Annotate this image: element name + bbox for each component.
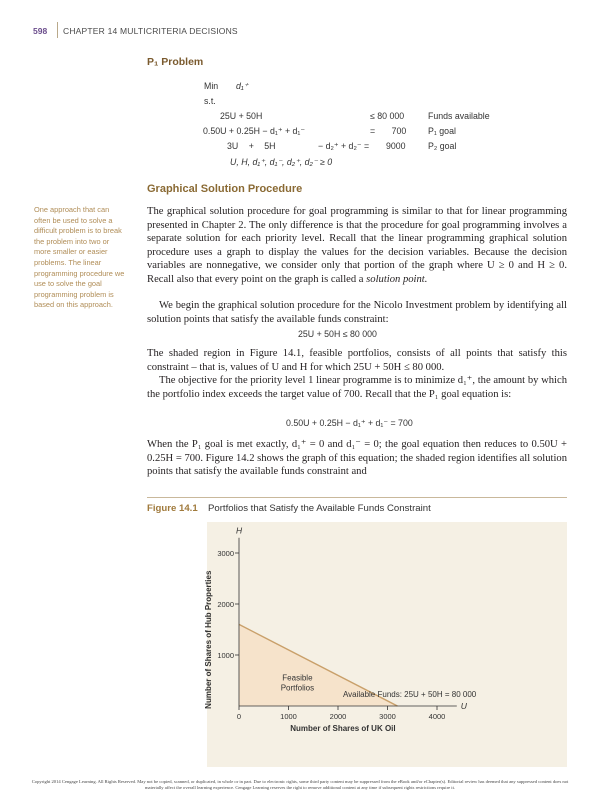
x-tick-label: 1000 bbox=[280, 712, 297, 721]
x-axis-symbol: U bbox=[460, 701, 467, 711]
problem-title: P₁ Problem bbox=[147, 56, 204, 68]
feasible-label: Feasible bbox=[282, 673, 313, 683]
nonnegativity-row: U, H, d₁⁺, d₁⁻, d₂⁺, d₂⁻ ≥ 0 bbox=[230, 157, 333, 167]
constraint-row-lhs: 3U + 5H bbox=[227, 141, 276, 151]
constraint-row-rel: ≤ 80 000 bbox=[370, 111, 405, 121]
y-ticks bbox=[217, 549, 239, 660]
constraint-row-note: P₂ goal bbox=[428, 141, 457, 151]
section-heading: Graphical Solution Procedure bbox=[147, 183, 303, 195]
paragraph-objective: The objective for the priority level 1 linear programme is to minimize d₁⁺, the amount by which the portfolio index exceeds the target value of 700. Recall that the P₁ goal equation is: bbox=[147, 375, 567, 400]
paragraph-shaded: The shaded region in Figure 14.1, feasible portfolios, consists of all points that satisfy this constraint – that is, values of U and H for which 25U + 50H ≤ 80 000. bbox=[147, 348, 567, 373]
constraint-row-mid: − d₂⁺ + d₂⁻ = bbox=[318, 141, 370, 151]
constraint-row-rel: = 700 bbox=[370, 126, 407, 136]
figure-title: Portfolios that Satisfy the Available Funds Constraint bbox=[208, 503, 431, 514]
constraint-row-note: P₁ goal bbox=[428, 126, 456, 136]
paragraph-begin: We begin the graphical solution procedure for the Nicolo Investment problem by identifying all solution points that satisfy the available funds constraint: bbox=[147, 300, 567, 325]
min-variable: d₁⁺ bbox=[236, 81, 249, 91]
y-axis-label: Number of Shares of Hub Properties bbox=[204, 570, 213, 709]
constraint-row-rel: 9000 bbox=[386, 141, 406, 151]
y-tick-label: 1000 bbox=[217, 651, 234, 660]
constraint-row-lhs: 0.50U + 0.25H − d₁⁺ + d₁⁻ bbox=[203, 126, 306, 136]
chapter-title: CHAPTER 14 MULTICRITERIA DECISIONS bbox=[63, 26, 238, 36]
equation-p1-goal: 0.50U + 0.25H − d₁⁺ + d₁⁻ = 700 bbox=[286, 418, 413, 428]
margin-note: One approach that can often be used to solve a difficult problem is to break the problem into two or more smaller or easier problems. The linear programming procedure we use to solve the goal programming problem is based on this approach. bbox=[34, 205, 125, 310]
x-tick-label: 2000 bbox=[329, 712, 347, 721]
x-ticks bbox=[237, 706, 445, 721]
page-number: 598 bbox=[33, 26, 48, 36]
y-tick-label: 3000 bbox=[217, 549, 234, 558]
paragraph-intro-text: The graphical solution procedure for goal programming is similar to that for linear programming presented in Chapter 2. The only difference is that the procedure for goal programming involves a separate solution for each priority level. Recall that the linear programming graphical solution procedure uses a graph to display the values for the decision variables. Because the decision variables are nonnegative, we consider only that portion of the graph where U ≥ 0 and H ≥ 0. Recall also that every point on the graph is called a bbox=[147, 206, 567, 285]
y-axis-symbol: H bbox=[236, 525, 243, 536]
feasible-label: Portfolios bbox=[280, 683, 315, 693]
equation-funds: 25U + 50H ≤ 80 000 bbox=[298, 329, 377, 339]
x-tick-label: 4000 bbox=[428, 712, 446, 721]
copyright-footer: Copyright 2014 Cengage Learning. All Rights Reserved. May not be copied, scanned, or duplicated, in whole or in part. Due to electronic rights, some third party content may be suppressed from the eBook and/or eChapter(s). Editorial review has deemed that any suppressed content does not materially affect the overall learning experience. Cengage Learning reserves the right to remove additional content at any time if subsequent rights restrictions require it. bbox=[31, 779, 569, 790]
x-tick-label: 3000 bbox=[379, 712, 396, 721]
solution-point-term: solution point. bbox=[366, 273, 428, 285]
constraint-row-lhs: 25U + 50H bbox=[220, 111, 263, 121]
x-tick-label: 0 bbox=[236, 712, 242, 721]
figure-label: Figure 14.1 bbox=[147, 503, 198, 514]
y-tick-label: 2000 bbox=[217, 600, 234, 609]
paragraph-goal-met: When the P₁ goal is met exactly, d₁⁺ = 0 and d₁⁻ = 0; the goal equation then reduces to 0.50U + 0.25H = 700. Figure 14.2 shows the graph of this equation; the shaded region identifies all solution points that satisfy the available funds constraint and bbox=[147, 439, 567, 478]
subject-to-label: s.t. bbox=[204, 96, 216, 106]
min-label: Min bbox=[204, 81, 219, 91]
constraint-label: Available Funds: 25U + 50H = 80 000 bbox=[342, 689, 477, 699]
constraint-row-note: Funds available bbox=[428, 111, 490, 121]
x-axis-label: Number of Shares of UK Oil bbox=[290, 724, 396, 733]
